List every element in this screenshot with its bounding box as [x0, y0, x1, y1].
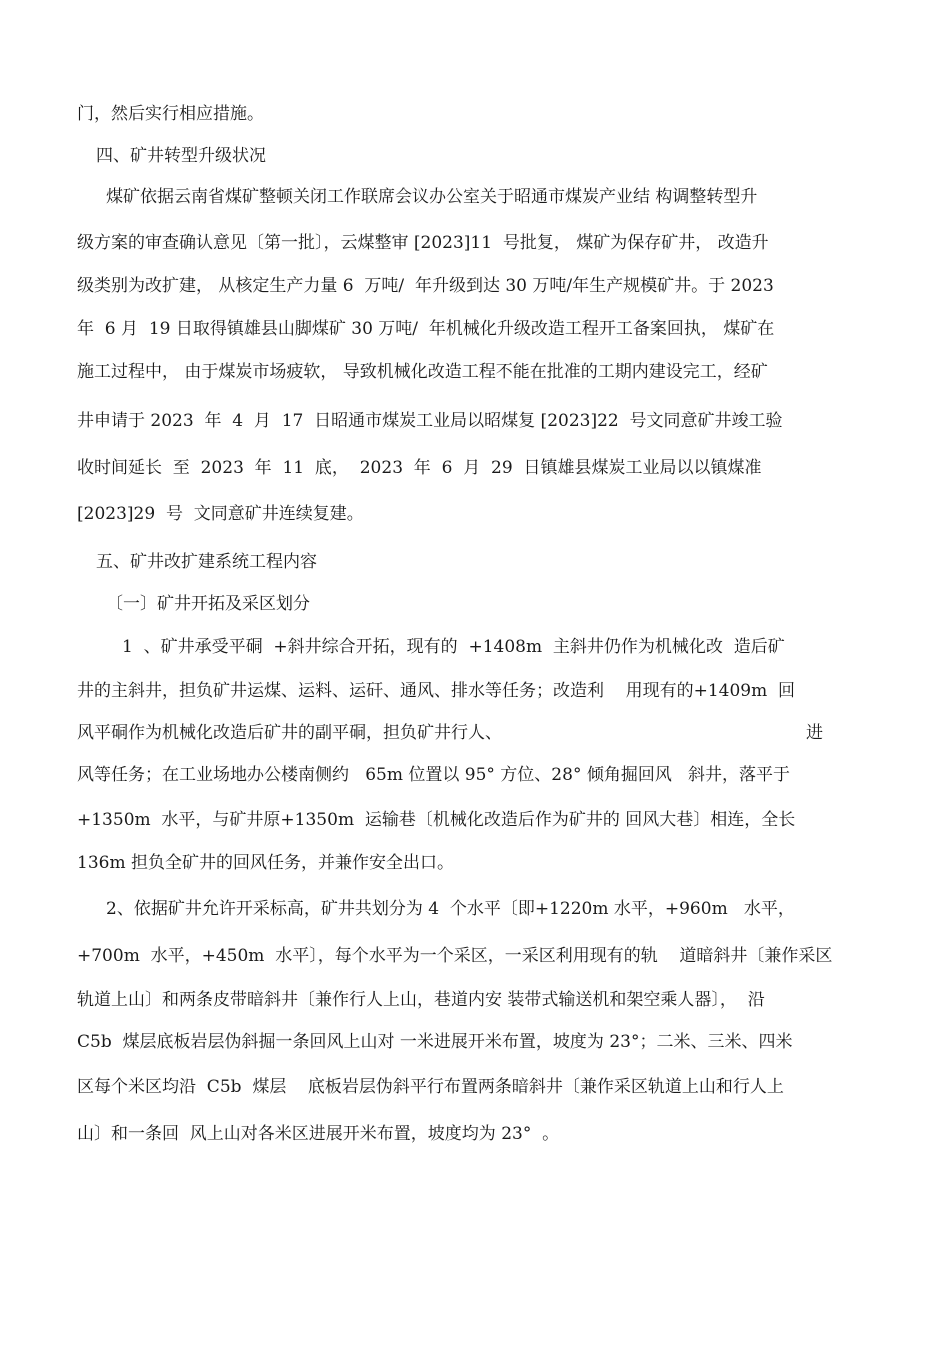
text-line: 井的主斜井，担负矿井运煤、运料、运矸、通风、排水等任务；改造利 用现有的+1409m 回: [77, 681, 796, 701]
text-line: 风等任务；在工业场地办公楼南侧约 65m 位置以 95° 方位、28° 倾角掘回风 斜井，落平于: [77, 765, 791, 785]
section-heading: 四、矿井转型升级状况: [96, 146, 266, 166]
text-line: 级方案的审查确认意见〔第一批〕，云煤整审 [2023]11 号批复， 煤矿为保存矿井， 改造升: [77, 233, 769, 253]
text-line: 年 6 月 19 日取得镇雄县山脚煤矿 30 万吨/ 年机械化升级改造工程开工备案回执， 煤矿在: [77, 319, 775, 339]
text-line: 级类别为改扩建， 从核定生产力量 6 万吨/ 年升级到达 30 万吨/年生产规模矿井。于 2023: [77, 276, 774, 296]
text-line: 井申请于 2023 年 4 月 17 日昭通市煤炭工业局以昭煤复 [2023]22 号文同意矿井竣工验: [77, 411, 783, 431]
text-line: 门，然后实行相应措施。: [77, 104, 264, 124]
text-line: 风平硐作为机械化改造后矿井的副平硐，担负矿井行人、: [77, 723, 502, 743]
text-line: 轨道上山〕和两条皮带暗斜井〔兼作行人上山，巷道内安 装带式输送机和架空乘人器〕， 沿: [77, 990, 765, 1010]
text-line: C5b 煤层底板岩层伪斜掘一条回风上山对 一米进展开米布置，坡度为 23°；二米、三米、四米: [77, 1032, 793, 1052]
text-line: +700m 水平，+450m 水平〕，每个水平为一个采区，一采区利用现有的轨 道暗斜井〔兼作采区: [77, 946, 833, 966]
text-line: 2、依据矿井允许开采标高，矿井共划分为 4 个水平〔即+1220m 水平，+960m 水平，: [106, 899, 795, 919]
text-line: 1 、矿井承受平硐 +斜井综合开拓，现有的 +1408m 主斜井仍作为机械化改 造后矿: [122, 637, 785, 657]
text-line: +1350m 水平，与矿井原+1350m 运输巷〔机械化改造后作为矿井的 回风大巷〕相连，全长: [77, 810, 796, 830]
text-line: [2023]29 号 文同意矿井连续复建。: [77, 504, 364, 524]
text-line: 收时间延长 至 2023 年 11 底， 2023 年 6 月 29 日镇雄县煤炭工业局以以镇煤准: [77, 458, 762, 478]
text-line: 136m 担负全矿井的回风任务，并兼作安全出口。: [77, 853, 454, 873]
section-heading: 五、矿井改扩建系统工程内容: [96, 552, 317, 572]
text-line: 煤矿依据云南省煤矿整顿关闭工作联席会议办公室关于昭通市煤炭产业结 构调整转型升: [106, 187, 758, 207]
text-line: 进: [806, 723, 823, 743]
text-line: 山〕和一条回 风上山对各米区进展开米布置，坡度均为 23° 。: [77, 1124, 560, 1144]
subsection-heading: 〔一〕矿井开拓及采区划分: [106, 594, 310, 614]
text-line: 区每个米区均沿 C5b 煤层 底板岩层伪斜平行布置两条暗斜井〔兼作采区轨道上山和行人上: [77, 1077, 784, 1097]
text-line: 施工过程中， 由于煤炭市场疲软， 导致机械化改造工程不能在批准的工期内建设完工，经矿: [77, 362, 768, 382]
